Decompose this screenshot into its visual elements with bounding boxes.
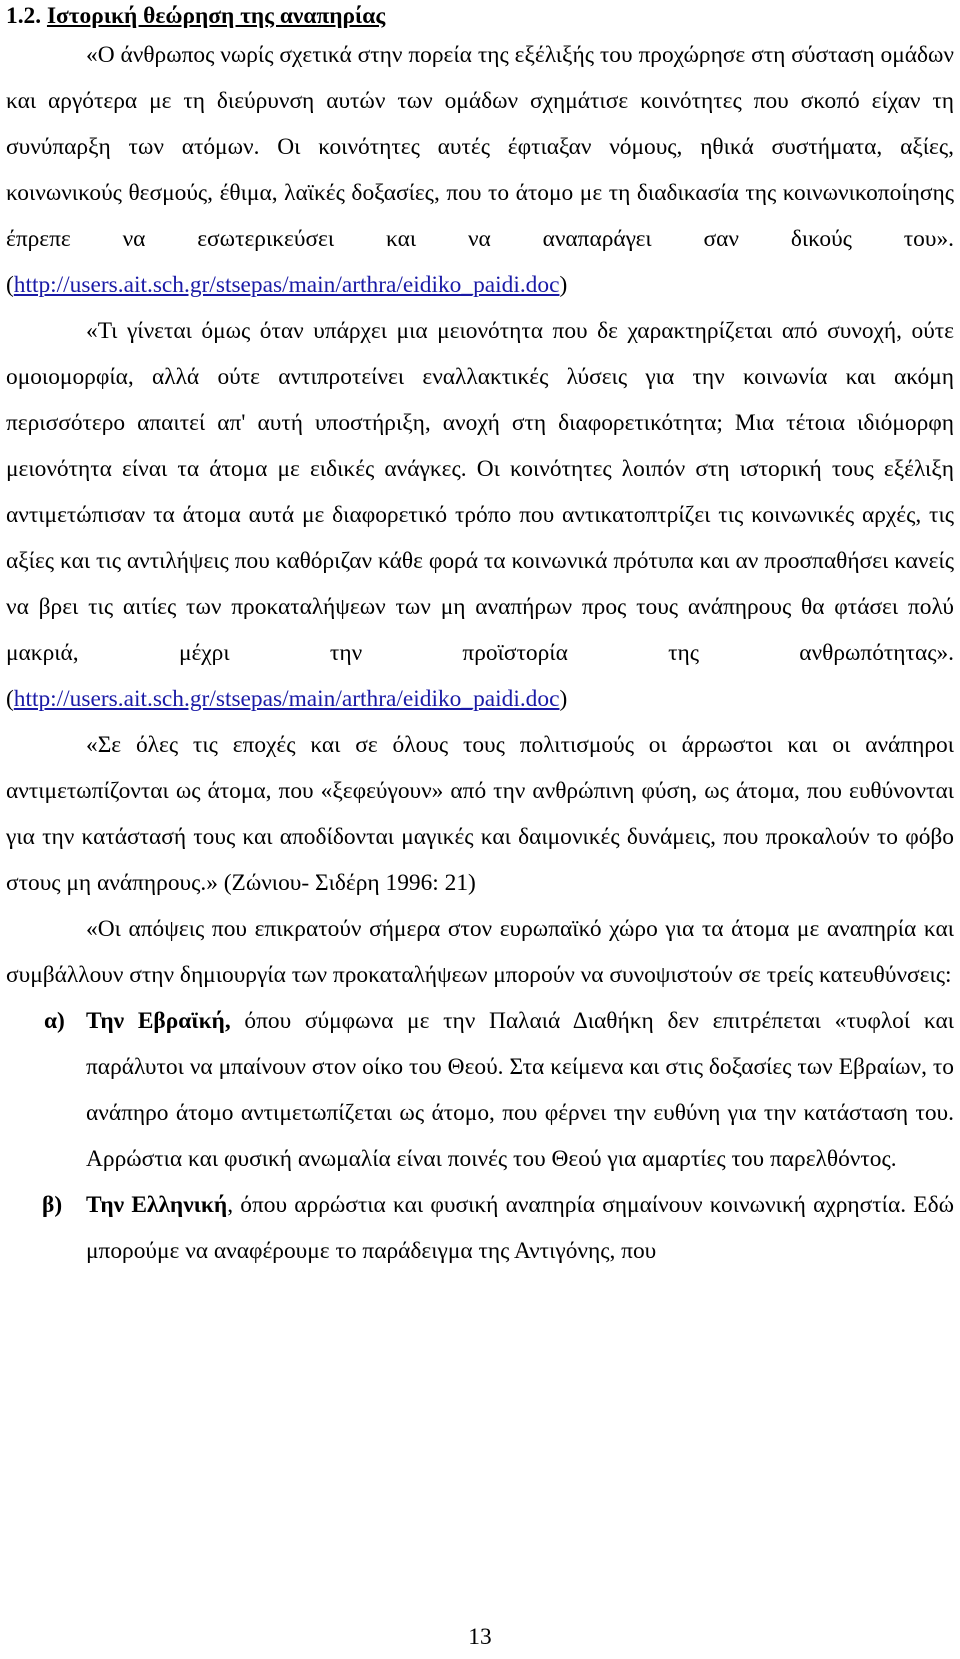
reference-1: (http://users.ait.sch.gr/stsepas/main/arthra/eidiko_paidi.doc) [6,272,568,298]
document-page [6,0,954,1274]
reference-2: (http://users.ait.sch.gr/stsepas/main/arthra/eidiko_paidi.doc) [6,686,568,712]
list-marker-beta: β) [42,1192,63,1218]
paragraph-4-text: «Οι απόψεις που επικρατούν σήμερα στον ευρωπαϊκό χώρο για τα άτομα με αναπηρία και συμβάλλουν στην δημιουργία των προκαταλήψεων μπορούν να συνοψιστούν σε τρείς κατευθύνσεις: [6,916,954,988]
page-number: 13 [468,1624,492,1650]
list-text-beta: , όπου αρρώστια και φυσική αναπηρία σημαίνουν κοινωνική αχρηστία. Εδώ μπορούμε να αναφέρουμε το παράδειγμα της Αντιγόνης, που [86,1192,954,1264]
section-heading [6,0,954,32]
list-lead-beta: Την Ελληνική [86,1192,228,1218]
reference-link-1[interactable]: http://users.ait.sch.gr/stsepas/main/arthra/eidiko_paidi.doc [13,272,560,298]
paragraph-2-text: «Τι γίνεται όμως όταν υπάρχει μια μειονότητα που δε χαρακτηρίζεται από συνοχή, ούτε ομοιομορφία, αλλά ούτε αντιπροτείνει εναλλακτικές λύσεις για την κοινωνία και ακόμη περισσότερο απαιτεί απ' αυτή υποστήριξη, ανοχή στη διαφορετικότητα; Μια τέτοια ιδιόμορφη μειονότητα είναι τα άτομα με ειδικές ανάγκες. Οι κοινότητες λοιπόν στη ιστορική τους εξέλιξη αντιμετώπισαν τα άτομα αυτά με διαφορετικό τρόπο που αντικατοπτρίζει τις κοινωνικές αρχές, τις αξίες και τις αντιλήψεις που καθόριζαν κάθε φορά τα κοινωνικά πρότυπα και αν προσπαθήσει κανείς να βρει τις αιτίες των προκαταλήψεων των μη αναπήρων προς τους ανάπηρους θα φτάσει πολύ μακριά, μέχρι την προϊστορία της ανθρωπότητας». [6,318,954,666]
section-number: 1.2. [6,3,42,29]
list-marker-alpha: α) [44,1008,65,1034]
paragraph-2 [6,308,954,722]
list-item-beta [6,1182,954,1274]
paragraph-3 [6,722,954,906]
paragraph-3-text: «Σε όλες τις εποχές και σε όλους τους πολιτισμούς οι άρρωστοι και οι ανάπηροι αντιμετωπίζονται ως άτομα, που «ξεφεύγουν» από την ανθρώπινη φύση, ως άτομα, που ευθύνονται για την κατάστασή τους και αποδίδονται μαγικές και δαιμονικές δυνάμεις, που προκαλούν το φόβο στους μη ανάπηρους.» (Ζώνιου- Σιδέρη 1996: 21) [6,732,954,896]
list-item-alpha [6,998,954,1182]
paragraph-4 [6,906,954,998]
reference-link-2[interactable]: http://users.ait.sch.gr/stsepas/main/arthra/eidiko_paidi.doc [13,686,560,712]
paragraph-1-text: «Ο άνθρωπος νωρίς σχετικά στην πορεία της εξέλιξής του προχώρησε στη σύσταση ομάδων και αργότερα με τη διεύρυνση αυτών των ομάδων σχημάτισε κοινότητες που σκοπό είχαν τη συνύπαρξη των ατόμων. Οι κοινότητες αυτές έφτιαξαν νόμους, ηθικά συστήματα, αξίες, κοινωνικούς θεσμούς, έθιμα, λαϊκές δοξασίες, που το άτομο με τη διαδικασία της κοινωνικοποίησης έπρεπε να εσωτερικεύσει και να αναπαράγει σαν δικούς του». [6,42,954,252]
list-lead-alpha: Την Εβραϊκή, [86,1008,231,1034]
paragraph-1 [6,32,954,308]
list-text-alpha: όπου σύμφωνα με την Παλαιά Διαθήκη δεν επιτρέπεται «τυφλοί και παράλυτοι να μπαίνουν στον οίκο του Θεού. Στα κείμενα και στις δοξασίες των Εβραίων, το ανάπηρο άτομο αντιμετωπίζεται ως άτομο, που φέρνει την ευθύνη για την κατάσταση του. Αρρώστια και φυσική ανωμαλία είναι ποινές του Θεού για αμαρτίες του παρελθόντος. [86,1008,954,1172]
section-title: Ιστορική θεώρηση της αναπηρίας [46,3,386,29]
